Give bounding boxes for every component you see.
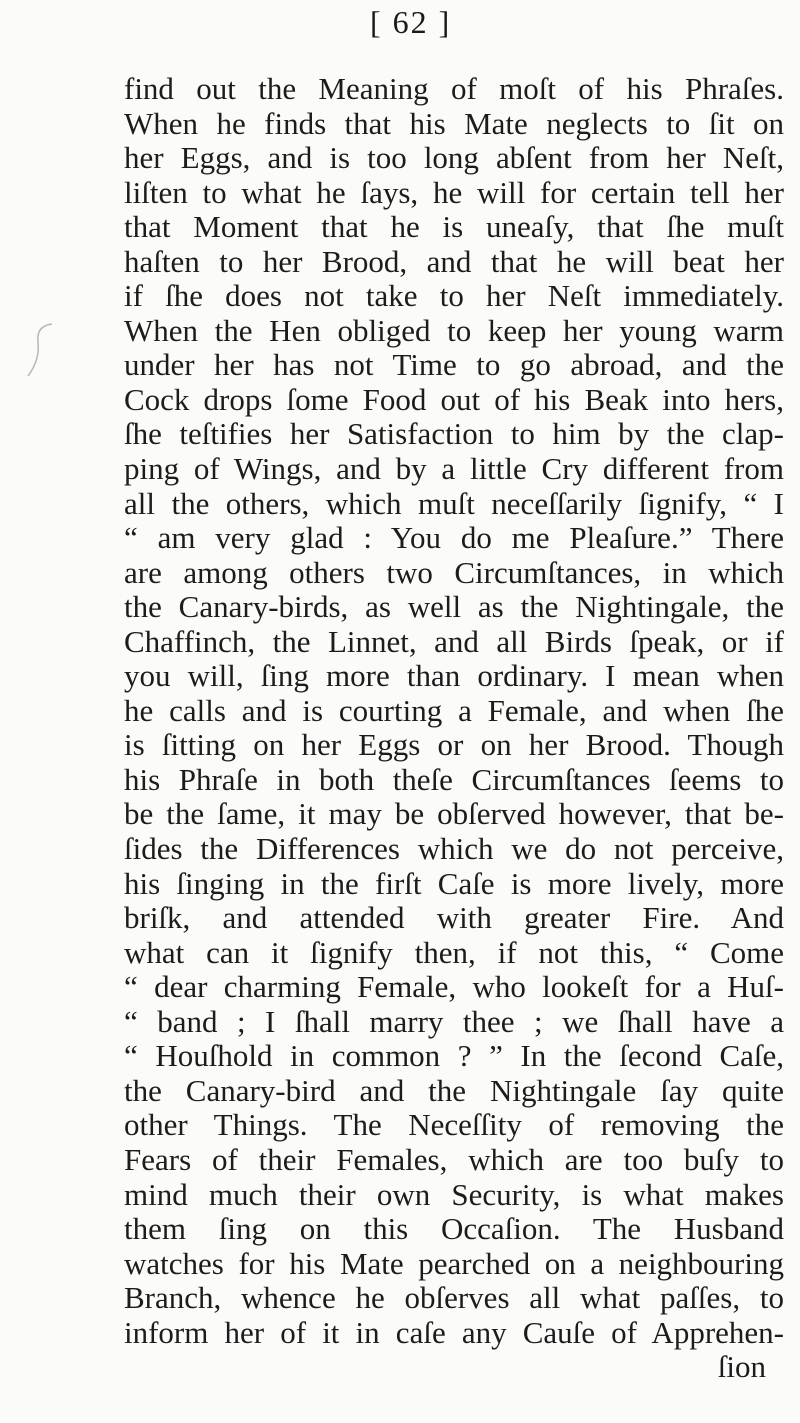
text-line: ſides the Differences which we do not perceive, [124,831,784,867]
text-line: the Canary-bird and the Nightingale ſay quite [124,1072,784,1108]
text-line: “ dear charming Female, who lookeſt for a Huſ- [124,969,784,1005]
text-line: haſten to her Brood, and that he will beat her [124,243,784,279]
text-line: his Phraſe in both theſe Circumſtances ſeems to [124,761,784,797]
text-line: “ am very glad : You do me Pleaſure.” There [124,520,784,556]
text-line: find out the Meaning of moſt of his Phraſes. [124,71,784,106]
text-line: is ſitting on her Eggs or on her Brood. Though [124,727,784,763]
catchword: ſion [717,1349,766,1385]
text-line: if ſhe does not take to her Neſt immediately. [124,278,784,314]
text-line: them ſing on this Occaſion. The Husband [124,1211,784,1247]
text-line: other Things. The Neceſſity of removing the [124,1107,784,1143]
text-line: Chaffinch, the Linnet, and all Birds ſpeak, or if [124,623,784,659]
text-line: are among others two Circumſtances, in which [124,554,784,590]
text-line: liſten to what he ſays, he will for certain tell her [124,174,784,210]
page-number: [ 62 ] [370,4,452,40]
text-line: you will, ſing more than ordinary. I mean when [124,658,784,694]
text-line: “ band ; I ſhall marry thee ; we ſhall have a [124,1003,784,1039]
text-line: be the ſame, it may be obſerved however, that be- [124,796,784,832]
margin-bracket-mark [22,320,62,380]
text-line: what can it ſignify then, if not this, “ Come [124,934,784,970]
text-line: Fears of their Females, which are too buſy to [124,1141,784,1177]
text-line: her Eggs, and is too long abſent from her Neſt, [124,140,784,176]
text-line: that Moment that he is uneaſy, that ſhe muſt [124,209,784,245]
text-line: under her has not Time to go abroad, and the [124,347,784,383]
text-line: ping of Wings, and by a little Cry different from [124,451,784,487]
body-text [124,72,784,1385]
text-line: ſhe teſtifies her Satisfaction to him by the clap- [124,416,784,452]
text-line: mind much their own Security, is what makes [124,1176,784,1212]
text-line: Branch, whence he obſerves all what paſſes, to [124,1280,784,1316]
text-line: his ſinging in the firſt Caſe is more lively, more [124,865,784,901]
text-line: When the Hen obliged to keep her young warm [124,312,784,348]
text-line: he calls and is courting a Female, and when ſhe [124,692,784,728]
text-line: Cock drops ſome Food out of his Beak into hers, [124,381,784,417]
text-line: all the others, which muſt neceſſarily ſignify, “ I [124,485,784,521]
text-line: “ Houſhold in common ? ” In the ſecond Caſe, [124,1038,784,1074]
text-line: the Canary-birds, as well as the Nightingale, the [124,589,784,625]
text-line: watches for his Mate pearched on a neighbouring [124,1245,784,1281]
text-line: inform her of it in caſe any Cauſe of Apprehen- [124,1314,784,1350]
text-line: briſk, and attended with greater Fire. And [124,900,784,936]
text-line: When he finds that his Mate neglects to ſit on [124,105,784,141]
